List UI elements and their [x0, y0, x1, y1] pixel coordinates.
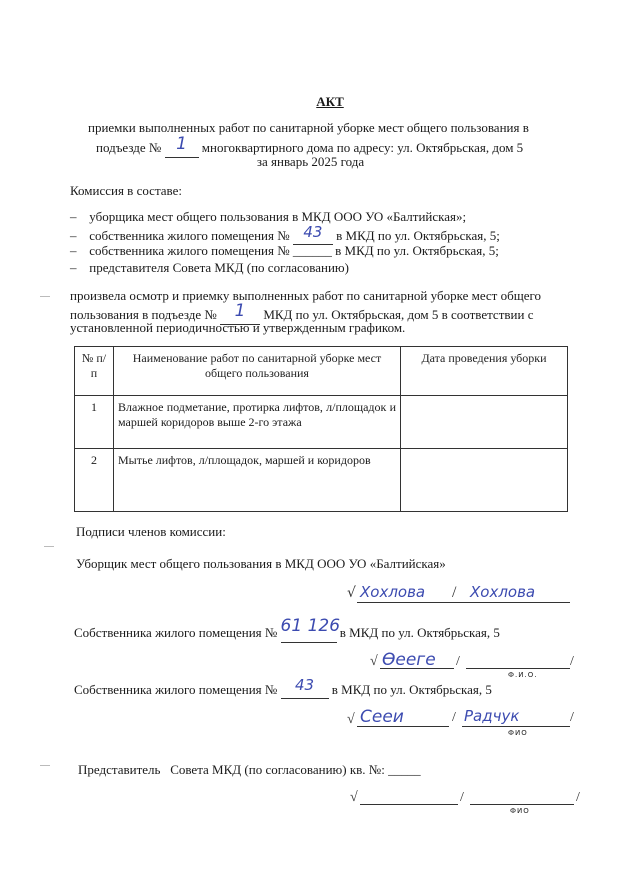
row-num: 1 [75, 396, 114, 449]
table-header-row [75, 347, 568, 396]
apartment-number-blank: ______ [292, 243, 332, 258]
entrance-label: подъезде № [96, 140, 162, 155]
header-work-name: Наименование работ по санитарной уборке мест общего пользования [114, 347, 401, 396]
list-dash: – [70, 209, 77, 224]
owner2-apartment-handwritten: 43 [295, 676, 315, 694]
row-work-name: Влажное подметание, протирка лифтов, л/площадок и маршей коридоров выше 2-го этажа [114, 396, 401, 449]
signatures-heading: Подписи членов комиссии: [76, 524, 226, 539]
table-row [75, 449, 568, 512]
owner1-signature: Ѳееге [382, 650, 436, 670]
commission-heading: Комиссия в составе: [70, 183, 182, 198]
header-num: № п/п [75, 347, 114, 396]
body-text: МКД по ул. Октябрьская, дом 5 в соответствии с [263, 307, 534, 322]
signature-separator: / [576, 790, 580, 805]
owner1-address: в МКД по ул. Октябрьская, 5 [339, 625, 500, 640]
commission-item-text: собственника жилого помещения № [89, 243, 290, 258]
owner1-apartment-handwritten: 61 126 [280, 616, 341, 636]
commission-item-address: в МКД по ул. Октябрьская, 5; [335, 243, 499, 258]
scan-mark [40, 296, 50, 297]
row-work-name: Мытье лифтов, л/площадок, маршей и коридоров [114, 449, 401, 512]
owner1-label: Собственника жилого помещения № [74, 625, 278, 640]
owner1-fio-caption: Ф.И.О. [508, 671, 538, 679]
signature-separator: / [460, 790, 464, 805]
table-row [75, 396, 568, 449]
body-text: пользования в подъезде № [70, 307, 217, 322]
entrance-number-handwritten: 1 [234, 301, 246, 321]
act-period: за январь 2025 года [256, 154, 365, 169]
list-dash: – [70, 228, 77, 243]
scan-mark [40, 765, 50, 766]
works-table [74, 346, 568, 512]
cleaner-signature-line [357, 602, 570, 603]
council-representative-label: Представитель Совета МКД (по согласованию) кв. №: _____ [78, 762, 421, 777]
address-text: многоквартирного дома по адресу: ул. Октябрьская, дом 5 [201, 140, 524, 155]
owner2-apartment-field [281, 676, 329, 699]
entrance-number-handwritten: 1 [176, 134, 187, 154]
signature-separator: / [452, 710, 456, 725]
owner1-sign-check: √ [370, 654, 378, 669]
body-line-3: установленной периодичностью и утвержденным графиком. [70, 320, 406, 335]
list-dash: – [70, 243, 77, 258]
commission-item-text: представителя Совета МКД (по согласованию) [89, 260, 349, 275]
scan-mark [44, 546, 54, 547]
cleaner-name-handwritten: Хохлова [470, 583, 536, 601]
cleaner-sign-check: √ [347, 585, 356, 601]
owner2-name-handwritten: Радчук [464, 707, 520, 725]
apartment-number-handwritten: 43 [303, 223, 323, 241]
owner1-signature-row [74, 616, 500, 643]
cleaner-signature: Хохлова [360, 583, 426, 601]
owner1-apartment-field [280, 616, 341, 643]
owner2-label: Собственника жилого помещения № [74, 682, 278, 697]
owner2-signature-line-b [462, 726, 570, 727]
commission-item-text: собственника жилого помещения № [89, 228, 290, 243]
list-dash: – [70, 260, 77, 275]
row-date [401, 449, 568, 512]
header-date: Дата проведения уборки [401, 347, 568, 396]
cleaner-signature-label: Уборщик мест общего пользования в МКД ООО УО «Балтийская» [76, 556, 446, 571]
signature-separator: / [570, 710, 574, 725]
owner2-sign-check: √ [347, 712, 355, 727]
owner2-address: в МКД по ул. Октябрьская, 5 [331, 682, 492, 697]
rep-fio-caption: ФИО [510, 807, 530, 815]
rep-sign-check: √ [350, 790, 358, 805]
owner2-signature-row [74, 676, 492, 699]
owner2-fio-caption: ФИО [508, 729, 528, 737]
act-title: АКТ [316, 94, 344, 109]
rep-signature-line-a [360, 804, 458, 805]
act-subtitle-line1: приемки выполненных работ по санитарной уборке мест общего пользования в [88, 120, 529, 135]
owner2-signature: Сееи [360, 707, 404, 727]
commission-item-text: уборщика мест общего пользования в МКД ООО УО «Балтийская»; [89, 209, 467, 224]
owner1-signature-line-b [466, 668, 570, 669]
row-num: 2 [75, 449, 114, 512]
row-date [401, 396, 568, 449]
commission-item-address: в МКД по ул. Октябрьская, 5; [336, 228, 500, 243]
commission-item-cleaner [70, 209, 466, 225]
rep-signature-line-b [470, 804, 574, 805]
signature-separator: / [456, 654, 460, 669]
owner1-signature-line-a [380, 668, 454, 669]
signature-separator: / [452, 584, 457, 601]
signature-separator: / [570, 654, 574, 669]
body-line-1: произвела осмотр и приемку выполненных работ по санитарной уборке мест общего [70, 288, 542, 303]
owner2-signature-line-a [357, 726, 449, 727]
commission-item-council [70, 260, 349, 276]
commission-item-owner-2 [70, 243, 499, 259]
